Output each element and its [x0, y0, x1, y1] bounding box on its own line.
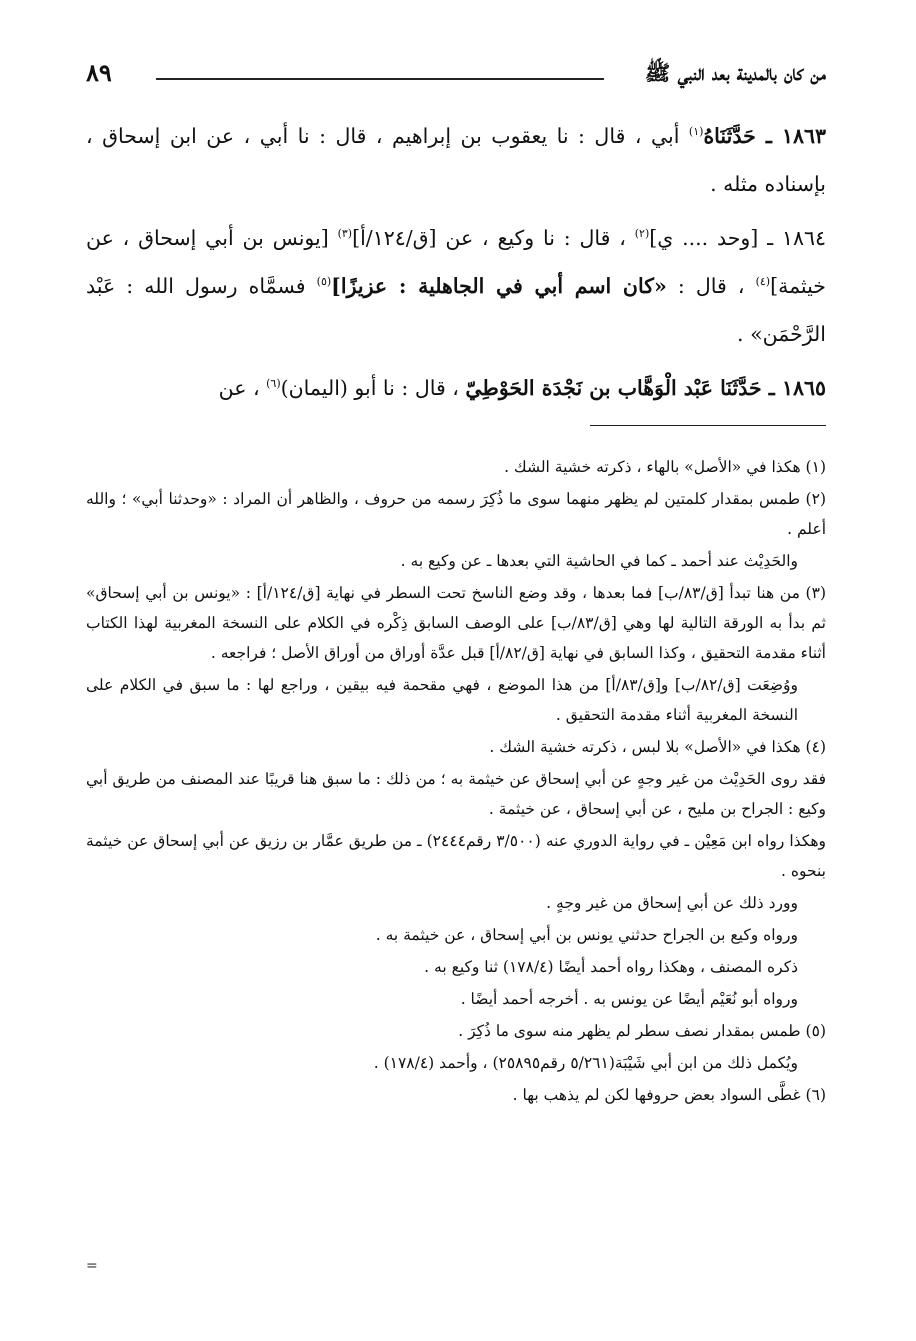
hadith-lead: ١٨٦٤ ـ [وحد .... ي]: [649, 226, 826, 250]
footnote: (٣) من هنا تبدأ [ق/٨٣/ب] فما بعدها ، وقد وضع الناسخ تحت السطر في نهاية [ق/١٢٤/أ] : «يونس بن أبي إسحاق» ثم بدأ به الورقة التالية لها وهي [ق/٨٣/ب] على الوصف السابق ذِكْره في الكلام على النسخة المغربية لهذا الكتاب أثناء مقدمة التحقيق ، وكذا السابق في نهاية [ق/٨٢/أ] قبل عدَّة أوراق من أوراق الأصل ؛ فراجعه .: [86, 584, 826, 662]
footnote: (٦) غطَّى السواد بعض حروفها لكن لم يذهب بها .: [512, 1086, 826, 1104]
hadith-1863: [86, 112, 826, 208]
footnote-continuation: وورد ذلك عن أبي إسحاق من غير وجهٍ .: [546, 894, 798, 912]
main-text: [86, 112, 826, 418]
page-number: ٨٩: [86, 58, 112, 87]
continuation-mark: =: [86, 1258, 98, 1274]
footnote-continuation: ذكره المصنف ، وهكذا رواه أحمد أيضًا (١٧٨/٤) ثنا وكيع به .: [424, 958, 798, 976]
hadith-text: ، قال : نا أبو (اليمان): [280, 376, 459, 400]
footnote-continuation: ويُكمل ذلك من ابن أبي شَيْبَة(٥/٢٦١ رقم٢٥٨٩٥) ، وأحمد (١٧٨/٤) .: [373, 1054, 798, 1072]
footnote-continuation: والحَدِيْث عند أحمد ـ كما في الحاشية التي بعدها ـ عن وكيع به .: [400, 552, 798, 570]
footnote: (٥) طمس بمقدار نصف سطر لم يظهر منه سوى ما ذُكِرَ .: [458, 1022, 826, 1040]
footnote: (٢) طمس بمقدار كلمتين لم يظهر منهما سوى ما ذُكِرَ رسمه من حروف ، والظاهر أن المراد : «وحدثنا أبي» ؛ والله أعلم .: [86, 490, 826, 538]
hadith-text: أبي ، قال : نا يعقوب بن إبراهيم ، قال : نا أبي ، عن ابن إسحاق ، بإسناده مثله .: [86, 124, 826, 196]
footnote-ref: (٥): [316, 275, 332, 289]
hadith-1865: [86, 364, 826, 412]
footnote-rule: [590, 425, 826, 426]
footnote: (٤) هكذا في «الأصل» بلا لبس ، ذكرته خشية الشك .: [489, 738, 826, 756]
hadith-quote: «كان اسم أبي في الجاهلية : عزيزًا]: [331, 274, 667, 298]
footnote-continuation: ورواه أبو نُعَيْم أيضًا عن يونس به . أخرجه أحمد أيضًا .: [460, 990, 798, 1008]
hadith-lead: ١٨٦٥ ـ حَدَّثَنَا عَبْد الْوَهَّاب بن نَجْدَة الحَوْطِيّ: [465, 376, 826, 400]
footnotes: [86, 452, 826, 1112]
hadith-text: ، عن: [218, 376, 260, 400]
hadith-lead: ١٨٦٣ ـ حَدَّثَنَاهُ: [703, 124, 826, 148]
header-rule: [156, 78, 604, 80]
footnote-ref: (١): [688, 125, 704, 139]
footnote-continuation: فقد روى الحَدِيْث من غير وجهٍ عن أبي إسحاق عن خيثمة به ؛ من ذلك : ما سبق هنا قريبًا عند المصنف من طريق أبي وكيع : الجراح بن مليح ، عن أبي إسحاق ، عن خيثمة .: [86, 770, 826, 818]
hadith-text: ، قال :: [677, 274, 745, 298]
footnote-ref: (٢): [634, 227, 650, 241]
page-header: [86, 58, 826, 94]
footnote: (١) هكذا في «الأصل» بالهاء ، ذكرته خشية الشك .: [504, 458, 826, 476]
footnote-continuation: ورواه وكيع بن الجراح حدثني يونس بن أبي إسحاق ، عن خيثمة به .: [375, 926, 798, 944]
hadith-text: فسمَّاه رسول الله : عَبْد الرَّحْمَن» .: [86, 274, 826, 346]
running-title: من كان بالمدينة بعد النبي ﷺ: [644, 60, 826, 85]
footnote-ref: (٤): [755, 275, 771, 289]
footnote-ref: (٦): [266, 377, 281, 391]
hadith-text: ، قال : نا وكيع ، عن [ق/١٢٤/أ]: [352, 226, 626, 250]
hadith-1864: [86, 214, 826, 358]
hadith-text: [يونس بن أبي إسحاق ، عن خيثمة]: [86, 226, 826, 298]
footnote-continuation: وهكذا رواه ابن مَعِيْن ـ في رواية الدوري عنه (٣/٥٠٠ رقم٢٤٤٤) ـ من طريق عمَّار بن رزيق عن أبي إسحاق عن خيثمة بنحوه .: [86, 832, 826, 880]
footnote-ref: (٣): [337, 227, 353, 241]
footnote-continuation: ووُضِعَت [ق/٨٢/ب] و[ق/٨٣/أ] من هذا الموضع ، فهي مقحمة فيه بيقين ، وراجع لها : ما سبق في الكلام على النسخة المغربية أثناء مقدمة التحقيق .: [86, 676, 798, 724]
